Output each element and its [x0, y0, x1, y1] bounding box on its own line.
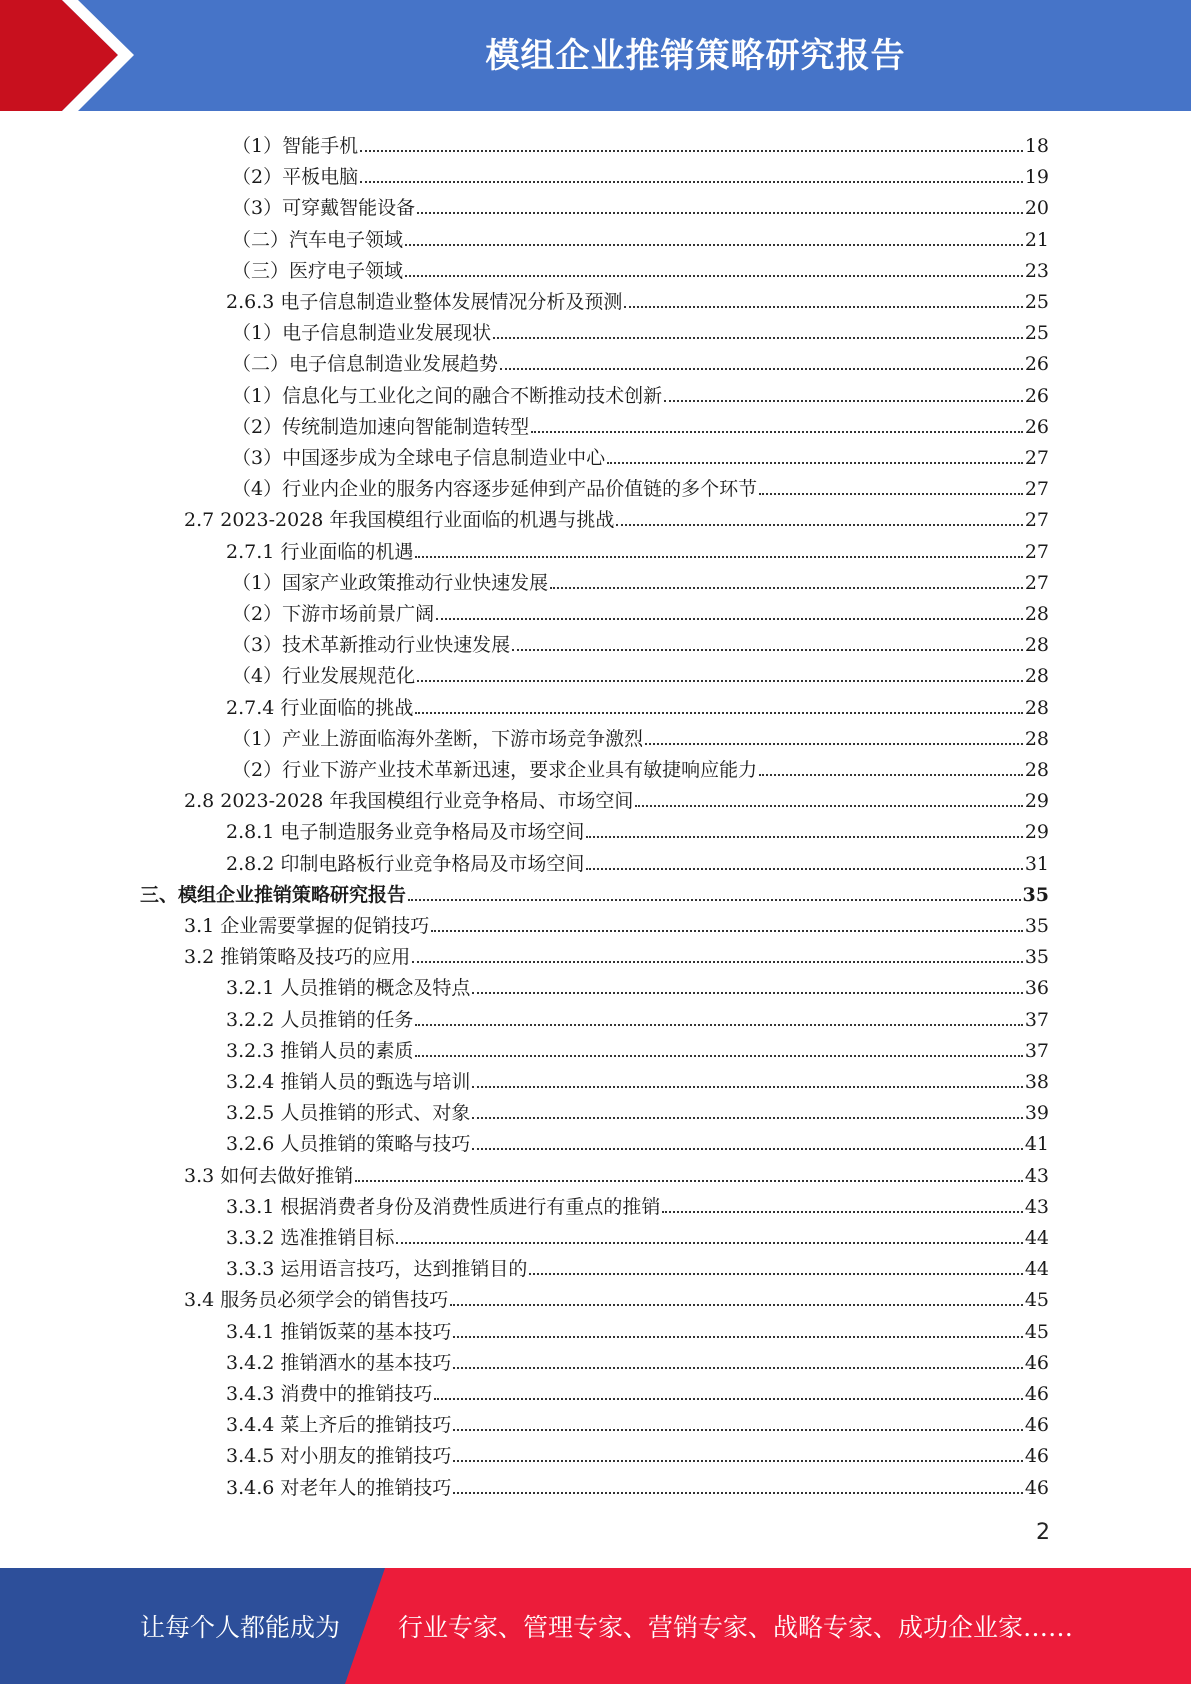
toc-entry[interactable]	[226, 1250, 1049, 1281]
toc-entry-title: 三、模组企业推销策略研究报告	[140, 883, 407, 906]
toc-entry-title: 2.8.1 电子制造服务业竞争格局及市场空间	[226, 821, 585, 844]
toc-dot-leader	[529, 1273, 1022, 1275]
toc-dot-leader	[431, 930, 1023, 932]
toc-entry[interactable]	[232, 408, 1049, 439]
toc-entry-page: 19	[1024, 166, 1049, 189]
toc-dot-leader	[472, 1117, 1022, 1119]
toc-entry-page: 35	[1024, 915, 1049, 937]
toc-dot-leader	[417, 680, 1023, 682]
toc-entry-page: 35	[1024, 946, 1049, 969]
document-title: 模组企业推销策略研究报告	[485, 36, 906, 76]
toc-entry[interactable]	[226, 1125, 1049, 1156]
toc-entry-title: 3.2.4 推销人员的甄选与培训	[226, 1071, 471, 1093]
toc-entry-title: （2）下游市场前景广阔	[232, 603, 435, 625]
toc-entry-title: 3.4.1 推销饭菜的基本技巧	[226, 1320, 452, 1343]
toc-dot-leader	[453, 1336, 1022, 1338]
toc-entry[interactable]	[184, 907, 1049, 938]
toc-entry-page: 44	[1024, 1258, 1049, 1281]
page-number: 2	[1036, 1520, 1050, 1545]
toc-entry[interactable]	[184, 1281, 1049, 1312]
toc-entry-title: （2）平板电脑	[232, 166, 359, 189]
toc-entry[interactable]	[226, 1375, 1049, 1406]
toc-entry[interactable]	[226, 1469, 1049, 1500]
toc-dot-leader	[500, 368, 1023, 370]
toc-entry-page: 46	[1024, 1351, 1049, 1374]
toc-entry-page: 46	[1024, 1383, 1049, 1405]
toc-entry-title: 3.4.3 消费中的推销技巧	[226, 1383, 433, 1405]
toc-entry-page: 18	[1024, 135, 1049, 157]
toc-entry-title: （3）技术革新推动行业快速发展	[232, 634, 511, 657]
toc-entry-title: （2）行业下游产业技术革新迅速，要求企业具有敏捷响应能力	[232, 759, 758, 781]
toc-dot-leader	[662, 1211, 1022, 1213]
toc-entry[interactable]	[184, 1157, 1049, 1188]
toc-entry-page: 27	[1024, 478, 1049, 501]
toc-dot-leader	[586, 868, 1022, 870]
toc-entry-page: 28	[1024, 696, 1049, 719]
toc-dot-leader	[759, 774, 1023, 776]
toc-entry-title: 3.3 如何去做好推销	[184, 1164, 354, 1187]
toc-entry-page: 37	[1024, 1008, 1049, 1031]
toc-entry-page: 26	[1024, 384, 1049, 407]
toc-entry[interactable]	[226, 845, 1049, 876]
toc-dot-leader	[616, 524, 1022, 526]
toc-entry-title: 3.2.3 推销人员的素质	[226, 1039, 414, 1062]
toc-dot-leader	[412, 961, 1023, 963]
toc-entry-page: 26	[1024, 353, 1049, 376]
toc-dot-leader	[396, 1242, 1022, 1244]
page-footer	[0, 1568, 1191, 1684]
toc-dot-leader	[436, 618, 1023, 620]
toc-dot-leader	[434, 1398, 1022, 1400]
toc-entry-page: 45	[1024, 1289, 1049, 1312]
toc-entry-page: 27	[1024, 509, 1049, 532]
toc-entry-page: 45	[1024, 1320, 1049, 1343]
toc-dot-leader	[493, 337, 1023, 339]
toc-entry-page: 26	[1024, 415, 1049, 438]
toc-entry[interactable]	[232, 657, 1049, 688]
toc-entry-title: 2.7.4 行业面临的挑战	[226, 696, 414, 719]
toc-entry-title: （1）智能手机	[232, 135, 359, 157]
toc-dot-leader	[607, 462, 1023, 464]
toc-dot-leader	[355, 1180, 1023, 1182]
toc-entry-page: 36	[1024, 977, 1049, 1000]
toc-entry-page: 44	[1024, 1227, 1049, 1249]
toc-entry-page: 25	[1024, 291, 1049, 313]
toc-entry-page: 38	[1024, 1071, 1049, 1093]
toc-dot-leader	[360, 181, 1023, 183]
toc-entry-title: （4）行业内企业的服务内容逐步延伸到产品价值链的多个环节	[232, 478, 758, 501]
footer-slogan-left: 让每个人都能成为	[140, 1613, 341, 1642]
toc-dot-leader	[453, 1460, 1022, 1462]
toc-entry-title: （1）电子信息制造业发展现状	[232, 322, 492, 345]
toc-entry[interactable]	[232, 252, 1049, 283]
toc-entry-title: 2.7.1 行业面临的机遇	[226, 540, 414, 563]
toc-entry[interactable]	[232, 189, 1049, 220]
toc-entry-page: 25	[1024, 322, 1049, 345]
toc-entry[interactable]	[232, 751, 1049, 782]
toc-entry-title: 3.1 企业需要掌握的促销技巧	[184, 915, 430, 937]
toc-entry-page: 43	[1024, 1195, 1049, 1218]
toc-entry[interactable]	[140, 876, 1049, 907]
toc-entry-title: （3）中国逐步成为全球电子信息制造业中心	[232, 447, 606, 469]
toc-entry[interactable]	[226, 813, 1049, 844]
toc-entry[interactable]	[226, 1406, 1049, 1437]
toc-entry[interactable]	[226, 1032, 1049, 1063]
toc-dot-leader	[405, 244, 1023, 246]
page-header	[0, 0, 1191, 111]
toc-dot-leader	[415, 1024, 1022, 1026]
toc-dot-leader	[624, 306, 1022, 308]
toc-entry-page: 29	[1024, 790, 1049, 813]
toc-entry[interactable]	[184, 938, 1049, 969]
toc-entry[interactable]	[232, 314, 1049, 345]
toc-dot-leader	[531, 431, 1023, 433]
toc-dot-leader	[453, 1492, 1022, 1494]
toc-entry-page: 43	[1024, 1164, 1049, 1187]
toc-entry-title: 2.8 2023-2028 年我国模组行业竞争格局、市场空间	[184, 790, 634, 813]
toc-entry-page: 46	[1024, 1414, 1049, 1437]
toc-entry-page: 27	[1024, 571, 1049, 594]
toc-entry-title: （1）信息化与工业化之间的融合不断推动技术创新	[232, 384, 663, 407]
toc-dot-leader	[635, 805, 1022, 807]
toc-dot-leader	[472, 1086, 1022, 1088]
toc-entry-title: 3.4.6 对老年人的推销技巧	[226, 1476, 452, 1499]
toc-entry[interactable]	[232, 377, 1049, 408]
header-arrow-decoration	[0, 0, 150, 111]
toc-entry[interactable]	[184, 782, 1049, 813]
toc-dot-leader	[408, 899, 1021, 901]
toc-entry[interactable]	[232, 127, 1049, 158]
toc-entry-title: 3.2.2 人员推销的任务	[226, 1008, 414, 1031]
toc-entry-page: 31	[1024, 852, 1049, 875]
toc-dot-leader	[415, 556, 1022, 558]
toc-entry[interactable]	[226, 1344, 1049, 1375]
toc-entry[interactable]	[232, 470, 1049, 501]
toc-entry-title: （4）行业发展规范化	[232, 665, 416, 688]
toc-entry-page: 23	[1024, 259, 1049, 282]
toc-entry-page: 28	[1024, 634, 1049, 657]
toc-entry-title: （1）产业上游面临海外垄断，下游市场竞争激烈	[232, 727, 644, 750]
toc-entry[interactable]	[184, 501, 1049, 532]
toc-entry-title: （1）国家产业政策推动行业快速发展	[232, 571, 549, 594]
toc-entry-page: 28	[1024, 759, 1049, 781]
toc-entry[interactable]	[226, 1313, 1049, 1344]
toc-entry[interactable]	[232, 564, 1049, 595]
toc-entry-page: 46	[1024, 1476, 1049, 1499]
toc-entry-page: 28	[1024, 727, 1049, 750]
toc-entry[interactable]	[226, 1219, 1049, 1250]
toc-entry[interactable]	[232, 221, 1049, 252]
toc-entry-title: 3.2.6 人员推销的策略与技巧	[226, 1133, 471, 1156]
toc-entry[interactable]	[226, 1188, 1049, 1219]
toc-dot-leader	[550, 587, 1023, 589]
toc-dot-leader	[405, 275, 1023, 277]
toc-entry[interactable]	[226, 1001, 1049, 1032]
toc-entry-page: 35	[1022, 883, 1049, 906]
toc-entry-title: 3.3.2 选准推销目标	[226, 1227, 395, 1249]
toc-dot-leader	[512, 649, 1023, 651]
footer-slogan-right: 行业专家、管理专家、营销专家、战略专家、成功企业家……	[398, 1613, 1074, 1642]
toc-entry-title: （二）汽车电子领域	[232, 228, 404, 251]
toc-entry-title: 3.3.3 运用语言技巧，达到推销目的	[226, 1258, 528, 1281]
toc-entry-title: （2）传统制造加速向智能制造转型	[232, 415, 530, 438]
toc-entry[interactable]	[226, 689, 1049, 720]
toc-entry-page: 39	[1024, 1102, 1049, 1125]
toc-entry[interactable]	[226, 1437, 1049, 1468]
toc-entry[interactable]	[226, 1094, 1049, 1125]
toc-dot-leader	[759, 493, 1023, 495]
toc-entry-page: 37	[1024, 1039, 1049, 1062]
toc-entry[interactable]	[232, 158, 1049, 189]
toc-entry-page: 46	[1024, 1445, 1049, 1468]
toc-entry[interactable]	[232, 345, 1049, 376]
toc-entry-page: 27	[1024, 540, 1049, 563]
toc-entry-title: （3）可穿戴智能设备	[232, 197, 416, 220]
toc-entry-page: 21	[1024, 228, 1049, 251]
toc-entry-title: 3.4.5 对小朋友的推销技巧	[226, 1445, 452, 1468]
toc-entry-title: （二）电子信息制造业发展趋势	[232, 353, 499, 376]
toc-entry-title: 2.7 2023-2028 年我国模组行业面临的机遇与挑战	[184, 509, 615, 532]
toc-dot-leader	[450, 1304, 1023, 1306]
toc-entry-page: 41	[1024, 1133, 1049, 1156]
toc-entry[interactable]	[232, 720, 1049, 751]
toc-entry[interactable]	[226, 969, 1049, 1000]
toc-entry-page: 20	[1024, 197, 1049, 220]
toc-dot-leader	[472, 1148, 1022, 1150]
toc-dot-leader	[453, 1429, 1022, 1431]
toc-entry-title: （三）医疗电子领域	[232, 259, 404, 282]
toc-entry[interactable]	[232, 439, 1049, 470]
toc-dot-leader	[415, 1055, 1022, 1057]
toc-entry[interactable]	[226, 533, 1049, 564]
toc-entry-page: 28	[1024, 603, 1049, 625]
toc-entry[interactable]	[232, 595, 1049, 626]
toc-dot-leader	[645, 743, 1023, 745]
toc-entry-page: 27	[1024, 447, 1049, 469]
toc-entry-title: 3.2 推销策略及技巧的应用	[184, 946, 411, 969]
toc-entry-page: 28	[1024, 665, 1049, 688]
toc-entry-title: 3.2.5 人员推销的形式、对象	[226, 1102, 471, 1125]
toc-dot-leader	[417, 212, 1023, 214]
toc-dot-leader	[664, 400, 1023, 402]
toc-entry[interactable]	[226, 1063, 1049, 1094]
toc-entry-title: 3.4 服务员必须学会的销售技巧	[184, 1289, 449, 1312]
toc-dot-leader	[453, 1367, 1022, 1369]
toc-entry-page: 29	[1024, 821, 1049, 844]
toc-dot-leader	[586, 836, 1022, 838]
toc-entry-title: 2.8.2 印制电路板行业竞争格局及市场空间	[226, 852, 585, 875]
toc-entry[interactable]	[226, 283, 1049, 314]
toc-entry-title: 3.4.2 推销酒水的基本技巧	[226, 1351, 452, 1374]
toc-entry[interactable]	[232, 626, 1049, 657]
toc-entry-title: 2.6.3 电子信息制造业整体发展情况分析及预测	[226, 291, 623, 313]
toc-dot-leader	[360, 150, 1023, 152]
toc-entry-title: 3.3.1 根据消费者身份及消费性质进行有重点的推销	[226, 1195, 661, 1218]
toc-dot-leader	[472, 992, 1022, 994]
toc-dot-leader	[415, 712, 1022, 714]
toc-entry-title: 3.2.1 人员推销的概念及特点	[226, 977, 471, 1000]
toc-entry-title: 3.4.4 菜上齐后的推销技巧	[226, 1414, 452, 1437]
